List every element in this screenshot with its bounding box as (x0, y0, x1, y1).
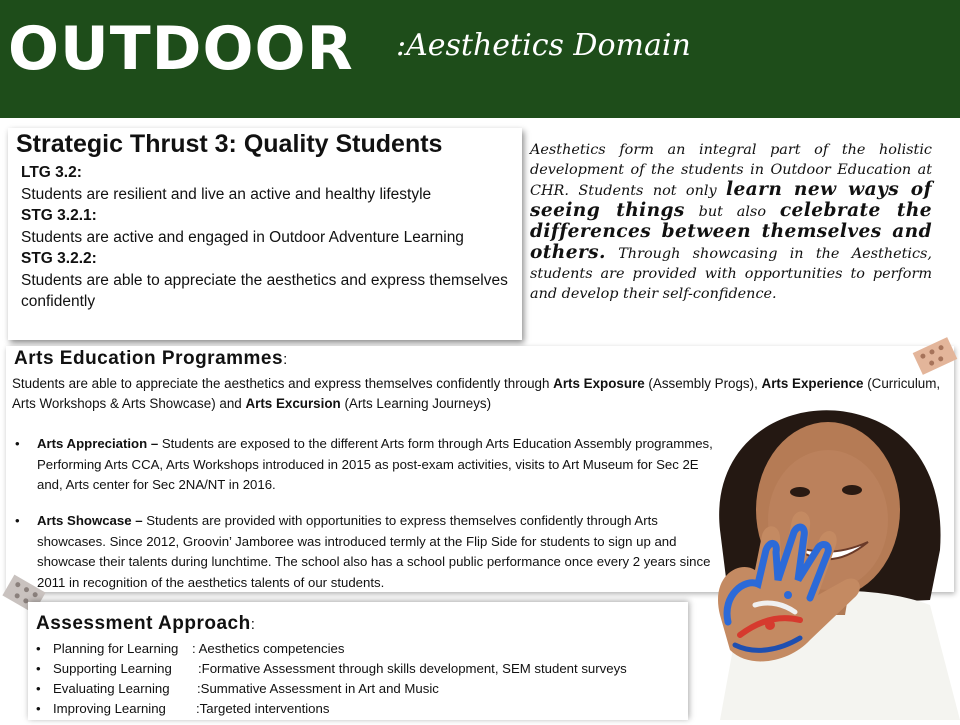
goals-list (21, 162, 516, 313)
bullet-heading: Arts Appreciation – (37, 436, 159, 451)
intro-emphasis: Arts Excursion (245, 396, 341, 411)
intro-text: (Assembly Progs), (644, 376, 762, 391)
header-banner (0, 0, 960, 118)
goal-text: Students are able to appreciate the aesthetics and express themselves confidently (21, 271, 508, 310)
patterned-tape-sticker-icon (912, 336, 958, 376)
bullet-icon: • (36, 661, 41, 676)
assessment-desc: :Formative Assessment through skills development, SEM student surveys (198, 661, 627, 676)
assessment-title (36, 613, 255, 635)
bullet-icon: • (15, 436, 20, 451)
goal-text: Students are active and engaged in Outdoor Adventure Learning (21, 228, 464, 246)
bullet-text: Students are provided with opportunities to express themselves confidently through Arts showcases. Since 2012, Groovin’ Jamboree was introduced termly at the Flip Side for students to sign up and showcase their talents during lunchtime. The school also has a school public performance once every 2 years since 2011 in recognition of the aesthetics talents of our students. (37, 513, 711, 590)
page-title: OUTDOOR (8, 14, 354, 84)
bullet-icon: • (36, 641, 41, 656)
assessment-desc: : Aesthetics competencies (192, 641, 345, 656)
goal-code: LTG 3.2: (21, 164, 82, 181)
student-painted-hand-photo (700, 400, 960, 720)
assessment-label: Improving Learning (53, 701, 166, 716)
aesthetics-emphasis: celebrate the differences between themselves and others. (530, 200, 933, 263)
assessment-label: Evaluating Learning (53, 681, 170, 696)
aesthetics-text: Aesthetics form an integral part of the holistic development of the students in Outdoor Education at CHR. Students not only (530, 142, 932, 199)
arts-education-title (14, 348, 288, 370)
bullet-heading: Arts Showcase – (37, 513, 143, 528)
strategic-thrust-title: Strategic Thrust 3: Quality Students (16, 130, 443, 158)
list-item (28, 699, 688, 719)
assessment-desc: :Targeted interventions (196, 701, 330, 716)
intro-text: Students are able to appreciate the aesthetics and express themselves confidently through (12, 376, 554, 391)
page-subtitle: :Aesthetics Domain (396, 28, 691, 63)
bullet-icon: • (36, 681, 41, 696)
assessment-approach-box (28, 602, 688, 720)
aesthetics-paragraph (530, 140, 932, 304)
bullet-icon: • (36, 701, 41, 716)
intro-emphasis: Arts Exposure (553, 376, 645, 391)
goal-code: STG 3.2.2: (21, 250, 97, 267)
bullet-icon: • (15, 513, 20, 528)
arts-education-title-colon: : (283, 351, 288, 368)
intro-text: (Arts Learning Journeys) (340, 396, 492, 411)
photo-illustration (700, 400, 960, 720)
aesthetics-emphasis: learn new ways of seeing things (530, 179, 932, 221)
bullet-text: Students are exposed to the different Arts form through Arts Education Assembly programmes, Performing Arts CCA, Arts Workshops introduced in 2015 as post-exam activities, visits to Art Museum for Sec 2E and, Arts center for Sec 2NA/NT in 2016. (37, 436, 713, 492)
list-item (28, 679, 688, 699)
intro-emphasis: Arts Experience (761, 376, 864, 391)
strategic-thrust-box (8, 128, 522, 340)
aesthetics-text: Through showcasing in the Aesthetics, students are provided with opportunities to perform and develop their self-confidence. (530, 246, 933, 302)
assessment-title-colon: : (250, 616, 256, 633)
assessment-title-text: Assessment Approach (36, 613, 251, 634)
assessment-label: Supporting Learning (53, 661, 172, 676)
assessment-list (28, 639, 688, 719)
list-item (28, 639, 688, 659)
assessment-label: Planning for Learning (53, 641, 179, 656)
goal-text: Students are resilient and live an active and healthy lifestyle (21, 185, 432, 203)
goal-code: STG 3.2.1: (21, 207, 97, 224)
list-item (28, 659, 688, 679)
assessment-desc: :Summative Assessment in Art and Music (197, 681, 439, 696)
arts-education-title-text: Arts Education Programmes (14, 348, 284, 369)
intro-text: (Curriculum, Arts Workshops & Arts Showcase) and (12, 376, 941, 411)
aesthetics-text: but also (698, 204, 766, 220)
